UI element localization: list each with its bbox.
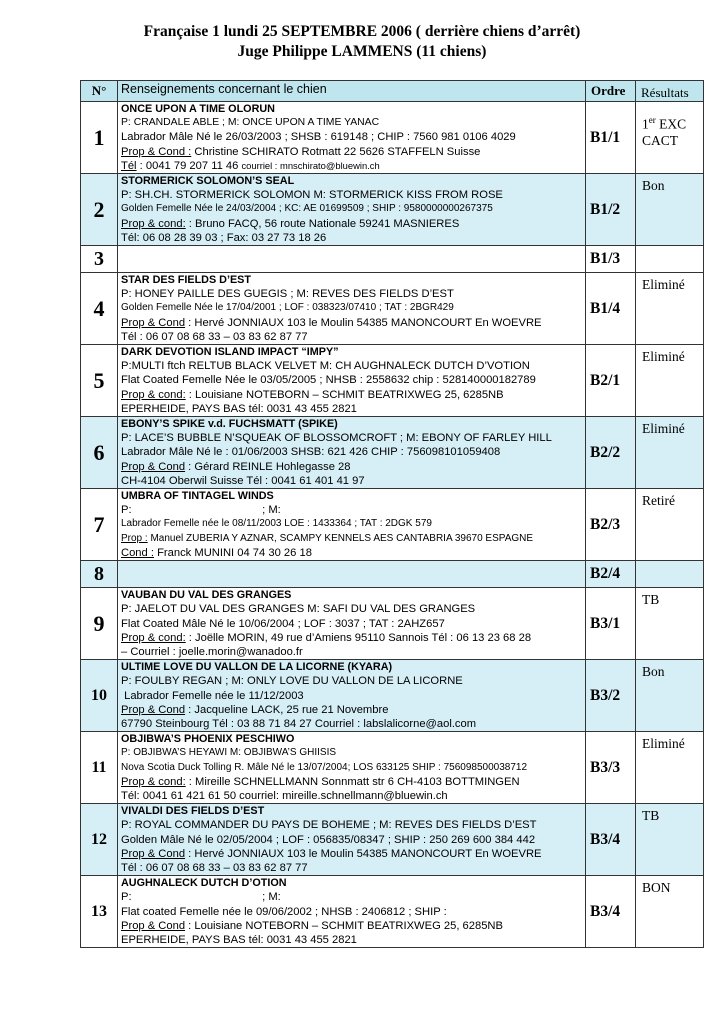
dog-contact: EPERHEIDE, PAYS BAS tél: 0031 43 455 2821 <box>121 402 357 415</box>
dog-result: BON <box>636 876 704 948</box>
dog-parents: P: CRANDALE ABLE ; M: ONCE UPON A TIME YANAC <box>121 117 380 129</box>
dog-result: Bon <box>636 174 704 246</box>
table-row <box>81 246 704 273</box>
dog-ordre: B2/1 <box>586 345 636 417</box>
dog-name: OBJIBWA’S PHOENIX PESCHIWO <box>121 733 295 746</box>
row-number: 2 <box>81 174 118 246</box>
dog-result: TB <box>636 804 704 876</box>
row-number: 1 <box>81 102 118 174</box>
dog-details: Golden Femelle Née le 17/04/2001 ; LOF : 038323/07410 ; TAT : 2BGR429 <box>121 302 454 314</box>
row-number: 4 <box>81 273 118 345</box>
dog-parents: P: ; M: <box>121 504 281 517</box>
dog-details: Nova Scotia Duck Tolling R. Mâle Né le 13/07/2004; LOS 633125 SHIP : 756098500038712 <box>121 761 528 773</box>
dog-result: TB <box>636 588 704 660</box>
dog-owner: Prop & Cond : Gérard REINLE Hohlegasse 28 <box>121 460 351 473</box>
dog-details: Flat Coated Mâle Né le 10/06/2004 ; LOF : 3037 ; TAT : 2AHZ657 <box>121 617 445 630</box>
dog-name: VIVALDI DES FIELDS D’EST <box>121 805 265 818</box>
dog-parents: P: LACE’S BUBBLE N’SQUEAK OF BLOSSOMCROFT ; M: EBONY OF FARLEY HILL <box>121 432 552 445</box>
dog-name: UMBRA OF TINTAGEL WINDS <box>121 490 274 503</box>
header-ordre: Ordre <box>586 81 636 102</box>
dog-ordre: B3/4 <box>586 804 636 876</box>
dog-results-table <box>80 80 704 948</box>
dog-owner: Prop & cond: : Mireille SCHNELLMANN Sonnmatt str 6 CH-4103 BOTTMINGEN <box>121 775 520 788</box>
table-row <box>81 174 704 246</box>
dog-parents: P: ROYAL COMMANDER DU PAYS DE BOHEME ; M: REVES DES FIELDS D’EST <box>121 819 537 832</box>
dog-info <box>118 489 586 561</box>
dog-info <box>118 876 586 948</box>
dog-details: Golden Femelle Née le 24/03/2004 ; KC: AE 01699509 ; SHIP : 9580000000267375 <box>121 203 493 215</box>
dog-contact: Tél: 06 08 28 39 03 ; Fax: 03 27 73 18 26 <box>121 231 327 244</box>
table-row <box>81 660 704 732</box>
dog-owner: Prop & cond: : Bruno FACQ, 56 route Nationale 59241 MASNIERES <box>121 217 460 230</box>
dog-parents: P: HONEY PAILLE DES GUEGIS ; M: REVES DES FIELDS D’EST <box>121 288 454 301</box>
dog-info <box>118 561 586 588</box>
table-row <box>81 561 704 588</box>
dog-info <box>118 660 586 732</box>
dog-details: Flat coated Femelle née le 09/06/2002 ; NHSB : 2406812 ; SHIP : <box>121 905 447 918</box>
dog-contact: CH-4104 Oberwil Suisse Tél : 0041 61 401 41 97 <box>121 474 365 487</box>
page-title <box>0 22 724 62</box>
dog-info <box>118 345 586 417</box>
dog-owner: Prop & cond: : Louisiane NOTEBORN – SCHMIT BEATRIXWEG 25, 6285NB <box>121 388 504 401</box>
dog-name: EBONY’S SPIKE v.d. FUCHSMATT (SPIKE) <box>121 418 338 431</box>
dog-name: DARK DEVOTION ISLAND IMPACT “IMPY” <box>121 346 339 359</box>
dog-ordre: B3/1 <box>586 588 636 660</box>
dog-ordre: B3/2 <box>586 660 636 732</box>
dog-result: Eliminé <box>636 273 704 345</box>
title-line-2: Juge Philippe LAMMENS (11 chiens) <box>237 43 487 60</box>
dog-contact: Tél : 06 07 08 68 33 – 03 83 62 87 77 <box>121 861 308 874</box>
dog-ordre: B1/2 <box>586 174 636 246</box>
dog-details: Labrador Mâle Né le : 01/06/2003 SHSB: 621 426 CHIP : 756098101059408 <box>121 446 501 459</box>
dog-info <box>118 588 586 660</box>
dog-name: AUGHNALECK DUTCH D’OTION <box>121 877 287 890</box>
dog-owner: Prop & Cond : Hervé JONNIAUX 103 le Moulin 54385 MANONCOURT En WOEVRE <box>121 847 542 860</box>
table-row <box>81 345 704 417</box>
dog-info <box>118 174 586 246</box>
dog-parents: P: FOULBY REGAN ; M: ONLY LOVE DU VALLON DE LA LICORNE <box>121 675 463 688</box>
dog-result: Eliminé <box>636 732 704 804</box>
dog-owner: Prop : Manuel ZUBERIA Y AZNAR, SCAMPY KENNELS AES CANTABRIA 39670 ESPAGNE <box>121 532 534 544</box>
row-number: 13 <box>81 876 118 948</box>
row-number: 5 <box>81 345 118 417</box>
dog-parents: P: OBJIBWA’S HEYAWI M: OBJIBWA’S GHIISIS <box>121 747 337 759</box>
table-header-row <box>81 81 704 102</box>
dog-info <box>118 804 586 876</box>
dog-name: VAUBAN DU VAL DES GRANGES <box>121 589 292 602</box>
table-row <box>81 876 704 948</box>
dog-owner: Prop & Cond : Jacqueline LACK, 25 rue 21 Novembre <box>121 703 389 716</box>
header-result: Résultats <box>636 81 704 102</box>
dog-info <box>118 102 586 174</box>
table-row <box>81 804 704 876</box>
row-number: 10 <box>81 660 118 732</box>
dog-ordre: B2/2 <box>586 417 636 489</box>
dog-result <box>636 246 704 273</box>
dog-name: ULTIME LOVE DU VALLON DE LA LICORNE (KYARA) <box>121 661 393 674</box>
table-row <box>81 489 704 561</box>
table-row <box>81 588 704 660</box>
dog-ordre: B1/1 <box>586 102 636 174</box>
row-number: 9 <box>81 588 118 660</box>
dog-parents: P: JAELOT DU VAL DES GRANGES M: SAFI DU VAL DES GRANGES <box>121 603 476 616</box>
dog-ordre: B1/3 <box>586 246 636 273</box>
dog-contact: Tél: 0041 61 421 61 50 courriel: mireille.schnellmann@bluewin.ch <box>121 789 448 802</box>
dog-details: Golden Mâle Né le 02/05/2004 ; LOF : 056835/08347 ; SHIP : 250 269 600 384 442 <box>121 833 536 846</box>
row-number: 6 <box>81 417 118 489</box>
dog-result: 1er EXC CACT <box>636 102 704 174</box>
dog-parents: P: ; M: <box>121 891 281 904</box>
dog-result: Eliminé <box>636 417 704 489</box>
dog-details: Labrador Femelle née le 11/12/2003 <box>121 689 304 702</box>
dog-ordre: B2/3 <box>586 489 636 561</box>
dog-result: Eliminé <box>636 345 704 417</box>
dog-contact: Tél : 06 07 08 68 33 – 03 83 62 87 77 <box>121 330 308 343</box>
row-number: 11 <box>81 732 118 804</box>
dog-owner: Prop & Cond : Louisiane NOTEBORN – SCHMIT BEATRIXWEG 25, 6285NB <box>121 919 503 932</box>
dog-result <box>636 561 704 588</box>
dog-contact: 67790 Steinbourg Tél : 03 88 71 84 27 Courriel : labslalicorne@aol.com <box>121 717 477 730</box>
row-number: 3 <box>81 246 118 273</box>
dog-result: Bon <box>636 660 704 732</box>
dog-parents: P:MULTI ftch RELTUB BLACK VELVET M: CH AUGHNALECK DUTCH D’VOTION <box>121 360 530 373</box>
dog-details: Flat Coated Femelle Née le 03/05/2005 ; NHSB : 2558632 chip : 528140000182789 <box>121 374 536 387</box>
dog-ordre: B3/4 <box>586 876 636 948</box>
dog-result: Retiré <box>636 489 704 561</box>
dog-contact: – Courriel : joelle.morin@wanadoo.fr <box>121 645 303 658</box>
dog-ordre: B2/4 <box>586 561 636 588</box>
dog-name: ONCE UPON A TIME OLORUN <box>121 103 275 115</box>
row-number: 7 <box>81 489 118 561</box>
dog-info <box>118 417 586 489</box>
dog-owner: Prop & Cond : Christine SCHIRATO Rotmatt 22 5626 STAFFELN Suisse <box>121 145 481 158</box>
dog-contact: EPERHEIDE, PAYS BAS tél: 0031 43 455 2821 <box>121 933 357 946</box>
dog-owner: Prop & Cond : Hervé JONNIAUX 103 le Moulin 54385 MANONCOURT En WOEVRE <box>121 316 542 329</box>
dog-name: STORMERICK SOLOMON’S SEAL <box>121 175 295 188</box>
table-row <box>81 417 704 489</box>
row-number: 8 <box>81 561 118 588</box>
dog-info <box>118 246 586 273</box>
table-row <box>81 102 704 174</box>
title-line-1: Française 1 lundi 25 SEPTEMBRE 2006 ( derrière chiens d’arrêt) <box>143 23 581 40</box>
dog-info <box>118 273 586 345</box>
header-info: Renseignements concernant le chien <box>118 81 586 102</box>
dog-name: STAR DES FIELDS D’EST <box>121 274 251 287</box>
dog-owner: Prop & cond: : Joëlle MORIN, 49 rue d’Amiens 95110 Sannois Tél : 06 13 23 68 28 <box>121 631 532 644</box>
dog-ordre: B3/3 <box>586 732 636 804</box>
dog-details: Labrador Mâle Né le 26/03/2003 ; SHSB : 619148 ; CHIP : 7560 981 0106 4029 <box>121 131 516 144</box>
dog-ordre: B1/4 <box>586 273 636 345</box>
row-number: 12 <box>81 804 118 876</box>
dog-contact: Tél : 0041 79 207 11 46 courriel : mnschirato@bluewin.ch <box>121 159 380 172</box>
table-row <box>81 273 704 345</box>
dog-info <box>118 732 586 804</box>
table-row <box>81 732 704 804</box>
dog-contact: Cond : Franck MUNINI 04 74 30 26 18 <box>121 546 312 559</box>
dog-parents: P: SH.CH. STORMERICK SOLOMON M: STORMERICK KISS FROM ROSE <box>121 189 503 202</box>
dog-details: Labrador Femelle née le 08/11/2003 LOE : 1433364 ; TAT : 2DGK 579 <box>121 518 432 530</box>
header-num: N° <box>81 81 118 102</box>
